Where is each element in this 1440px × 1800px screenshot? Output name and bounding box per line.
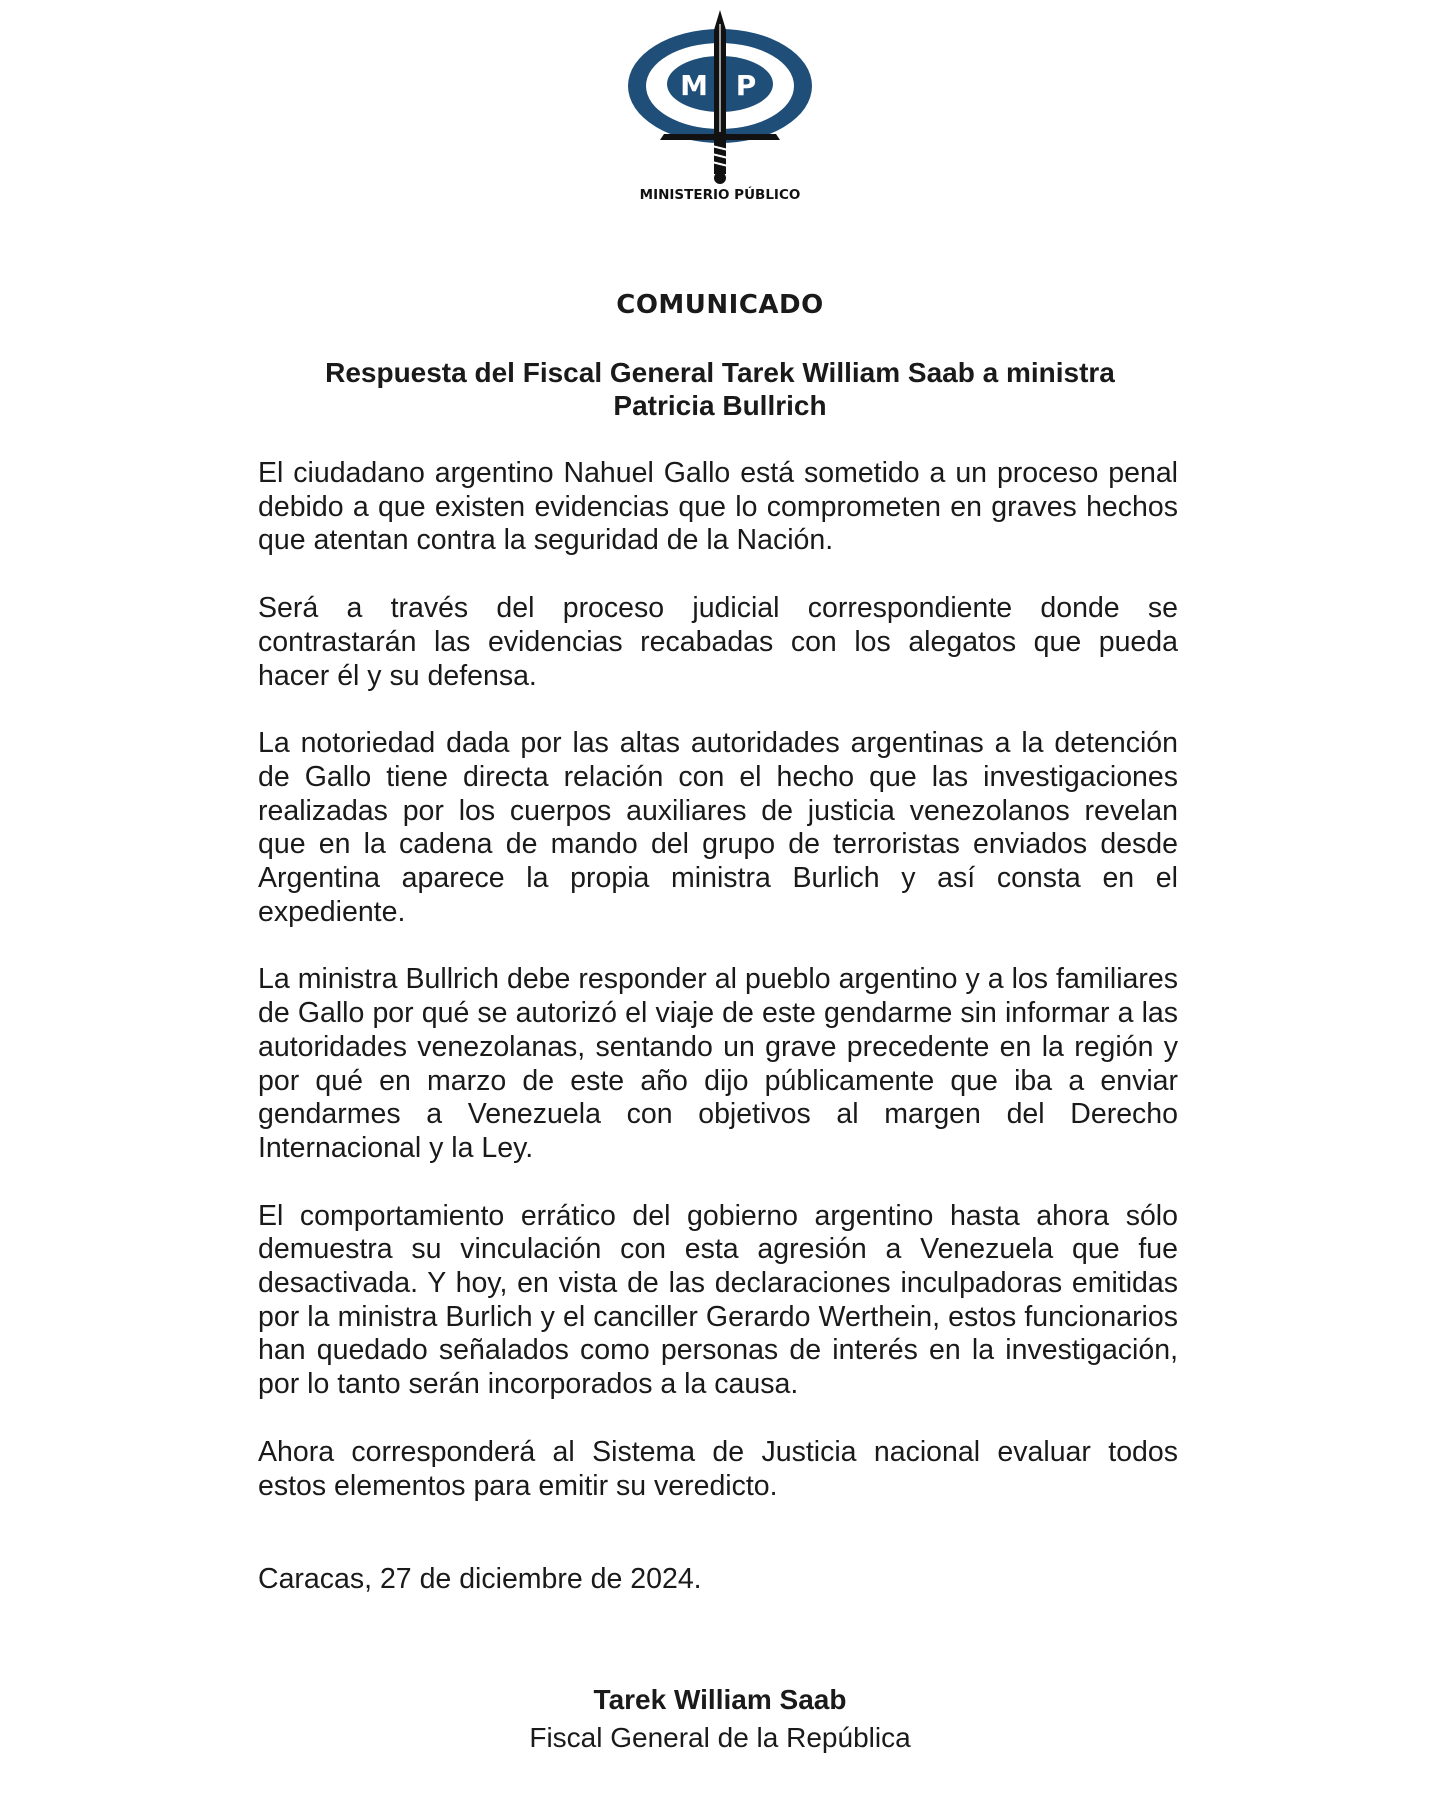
logo-monogram-m: M	[680, 69, 708, 102]
body-paragraph: El ciudadano argentino Nahuel Gallo está sometido a un proceso penal debido a que existen evidencias que lo comprometen en graves hechos que atentan contra la seguridad de la Nación.	[258, 457, 1178, 557]
body-paragraph: Será a través del proceso judicial correspondiente donde se contrastarán las evidencias recabadas con los alegatos que pueda hacer él y su defensa.	[258, 592, 1178, 692]
document-body	[258, 457, 1178, 1537]
body-paragraph: El comportamiento errático del gobierno argentino hasta ahora sólo demuestra su vinculación con esta agresión a Venezuela que fue desactivada. Y hoy, en vista de las declaraciones inculpadoras emitidas por la ministra Burlich y el canciller Gerardo Werthein, estos funcionarios han quedado señalados como personas de interés en la investigación, por lo tanto serán incorporados a la causa.	[258, 1199, 1178, 1401]
body-paragraph: La notoriedad dada por las altas autoridades argentinas a la detención de Gallo tiene directa relación con el hecho que las investigaciones realizadas por los cuerpos auxiliares de justicia venezolanos revelan que en la cadena de mando del grupo de terroristas enviados desde Argentina aparece la propia ministra Burlich y así consta en el expediente.	[258, 727, 1178, 928]
logo-caption: MINISTERIO PÚBLICO	[639, 187, 801, 203]
sword-crossguard-icon	[660, 134, 780, 140]
ministerio-publico-logo	[620, 6, 820, 206]
sword-pommel-icon	[714, 172, 726, 184]
signer-title: Fiscal General de la República	[529, 1722, 911, 1753]
signer-name: Tarek William Saab	[593, 1684, 847, 1715]
document-heading: COMUNICADO	[616, 290, 824, 320]
body-paragraph: La ministra Bullrich debe responder al pueblo argentino y a los familiares de Gallo por qué se autorizó el viaje de este gendarme sin informar a las autoridades venezolanas, sentando un grave precedente en la región y por qué en marzo de este año dijo públicamente que iba a enviar gendarmes a Venezuela con objetivos al margen del Derecho Internacional y la Ley.	[258, 963, 1178, 1164]
document-subheading: Respuesta del Fiscal General Tarek William Saab a ministra Patricia Bullrich	[325, 357, 1115, 421]
dateline: Caracas, 27 de diciembre de 2024.	[258, 1563, 702, 1595]
logo-emblem	[620, 6, 820, 206]
body-paragraph: Ahora corresponderá al Sistema de Justicia nacional evaluar todos estos elementos para emitir su veredicto.	[258, 1435, 1178, 1502]
logo-monogram-p: P	[735, 69, 757, 102]
